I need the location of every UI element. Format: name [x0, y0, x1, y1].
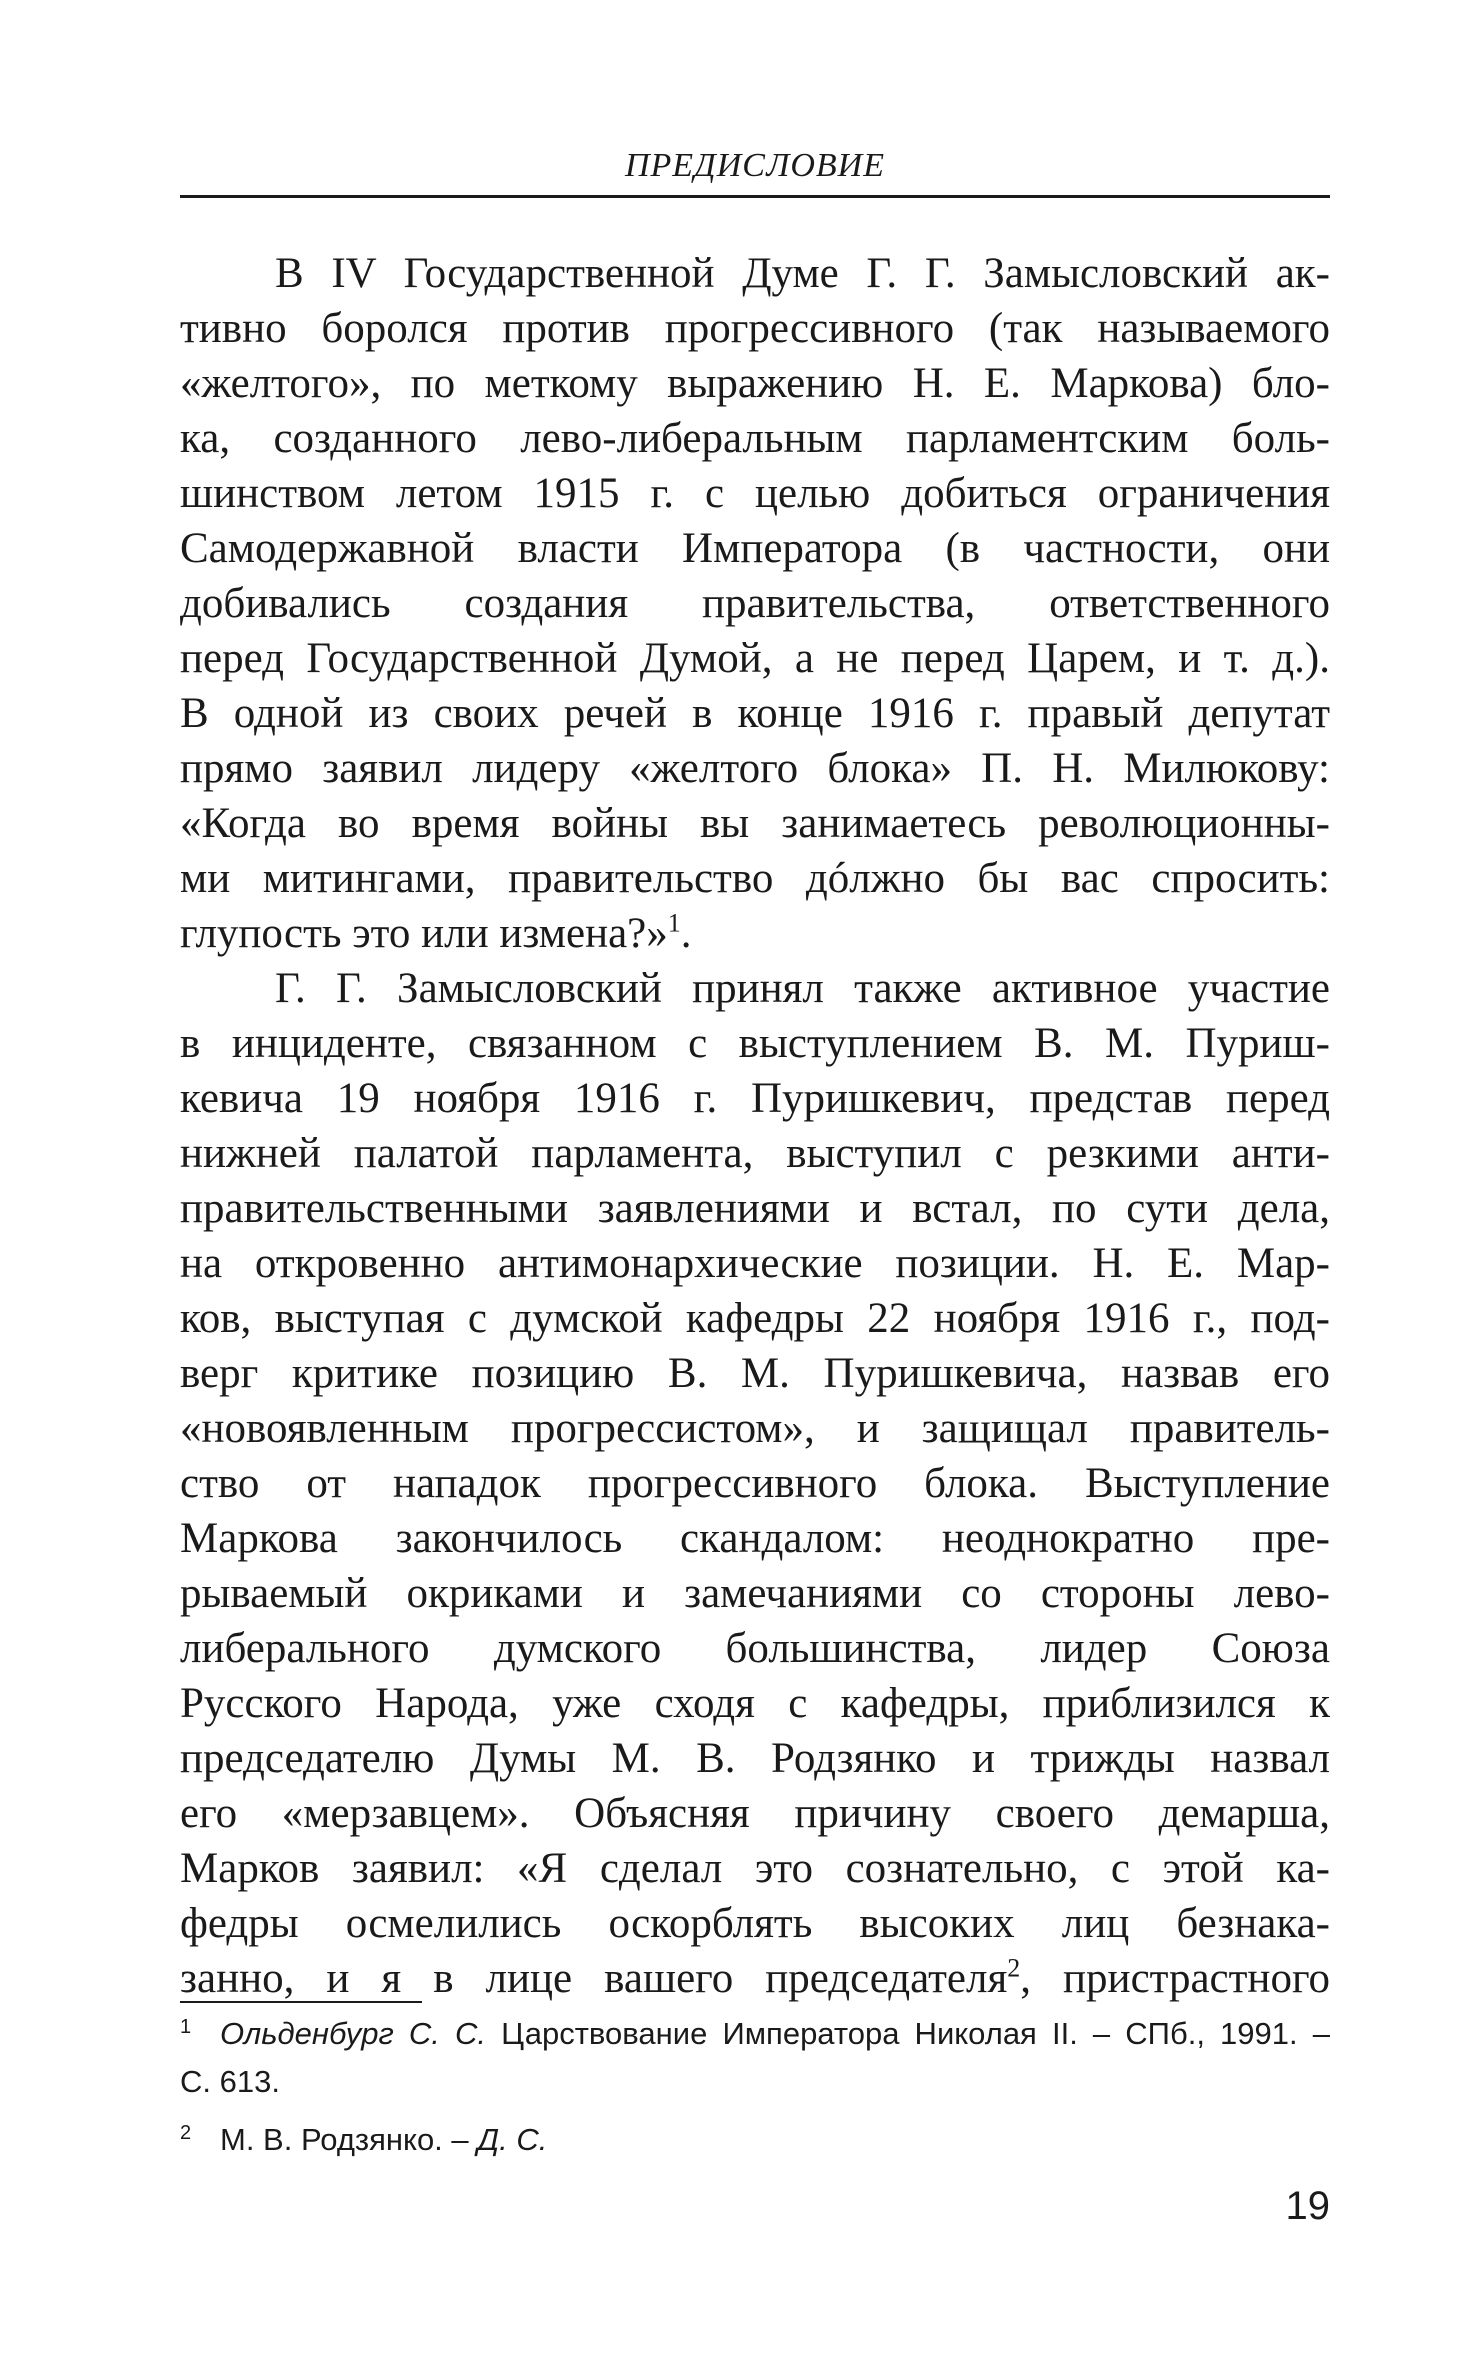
text-line: В IV Государственной Думе Г. Г. Замысловский ак- [275, 250, 1330, 297]
footnote-gap [180, 2106, 1330, 2116]
text-line: прямо заявил лидеру «желтого блока» П. Н. Милюкову: [180, 745, 1330, 792]
text-fragment: глупость это или измена?» [180, 910, 668, 957]
text-line: В одной из своих речей в конце 1916 г. правый депутат [180, 690, 1330, 737]
text-line: ми митингами, правительство дóлжно бы вас спросить: [180, 855, 1330, 902]
text-line: «желтого», по меткому выражению Н. Е. Маркова) бло- [180, 360, 1330, 407]
text-line: Г. Г. Замысловский принял также активное участие [275, 965, 1330, 1012]
text-line: Маркова закончилось скандалом: неоднократно пре- [180, 1515, 1330, 1562]
text-line: федры осмелились оскорблять высоких лиц безнака- [180, 1900, 1330, 1947]
footnote-1: 1 Ольденбург С. С. Царствование Императора Николая II. – СПб., 1991. – [180, 2015, 1330, 2051]
footnote-ref-2[interactable]: 2 [1007, 1953, 1021, 1983]
text-line: на откровенно антимонархические позиции. Н. Е. Мар- [180, 1240, 1330, 1287]
text-fragment: . [680, 910, 692, 957]
footnote-1-continued: С. 613. [180, 2064, 280, 2099]
footnote-text: М. В. Родзянко. – [220, 2122, 478, 2157]
text-line [180, 906, 1330, 961]
footnote-signature: Д. С. [477, 2122, 548, 2157]
text-line: в инциденте, связанном с выступлением В. М. Пуриш- [180, 1020, 1330, 1067]
text-line: добивались создания правительства, ответственного [180, 580, 1330, 627]
text-line: кевича 19 ноября 1916 г. Пуришкевич, представ перед [180, 1075, 1330, 1122]
text-line: ство от нападок прогрессивного блока. Выступление [180, 1460, 1330, 1507]
text-line: перед Государственной Думой, а не перед Царем, и т. д.). [180, 635, 1330, 682]
text-line: председателю Думы М. В. Родзянко и трижды назвал [180, 1735, 1330, 1782]
text-line: шинством летом 1915 г. с целью добиться ограничения [180, 470, 1330, 517]
body-text [180, 246, 1330, 2006]
text-fragment: занно, и я в лице вашего председателя [180, 1955, 1008, 2002]
text-line: верг критике позицию В. М. Пуришкевича, назвав его [180, 1350, 1330, 1397]
text-line: тивно боролся против прогрессивного (так называемого [180, 305, 1330, 352]
text-line: Марков заявил: «Я сделал это сознательно, с этой ка- [180, 1845, 1330, 1892]
page-number: 19 [1285, 2184, 1330, 2228]
text-line: «Когда во время войны вы занимаетесь революционны- [180, 800, 1330, 847]
text-line [180, 1951, 1330, 2006]
footnote-text: Царствование Императора Николая II. – СПб., 1991. – [486, 2016, 1330, 2051]
text-line: ков, выступая с думской кафедры 22 ноября 1916 г., под- [180, 1295, 1330, 1342]
footnote-author: Ольденбург С. С. [220, 2016, 487, 2051]
text-line: его «мерзавцем». Объясняя причину своего демарша, [180, 1790, 1330, 1837]
text-line: рываемый окриками и замечаниями со стороны лево- [180, 1570, 1330, 1617]
text-line: ка, созданного лево-либеральным парламентским боль- [180, 415, 1330, 462]
text-line: правительственными заявлениями и встал, по сути дела, [180, 1185, 1330, 1232]
footnotes [180, 2010, 1330, 2164]
footnote-2: 2 М. В. Родзянко. – Д. С. [180, 2121, 548, 2157]
text-line: либерального думского большинства, лидер Союза [180, 1625, 1330, 1672]
running-head: ПРЕДИСЛОВИЕ [624, 147, 886, 184]
text-line: нижней палатой парламента, выступил с резкими анти- [180, 1130, 1330, 1177]
text-line: Русского Народа, уже сходя с кафедры, приблизился к [180, 1680, 1330, 1727]
footnote-separator [180, 2001, 422, 2003]
text-fragment: , пристрастного [1020, 1955, 1331, 2002]
book-page [180, 0, 1330, 2362]
footnote-ref-1[interactable]: 1 [667, 908, 681, 938]
header-rule [180, 195, 1330, 198]
text-line: Самодержавной власти Императора (в частности, они [180, 525, 1330, 572]
text-line: «новоявленным прогрессистом», и защищал правитель- [180, 1405, 1330, 1452]
